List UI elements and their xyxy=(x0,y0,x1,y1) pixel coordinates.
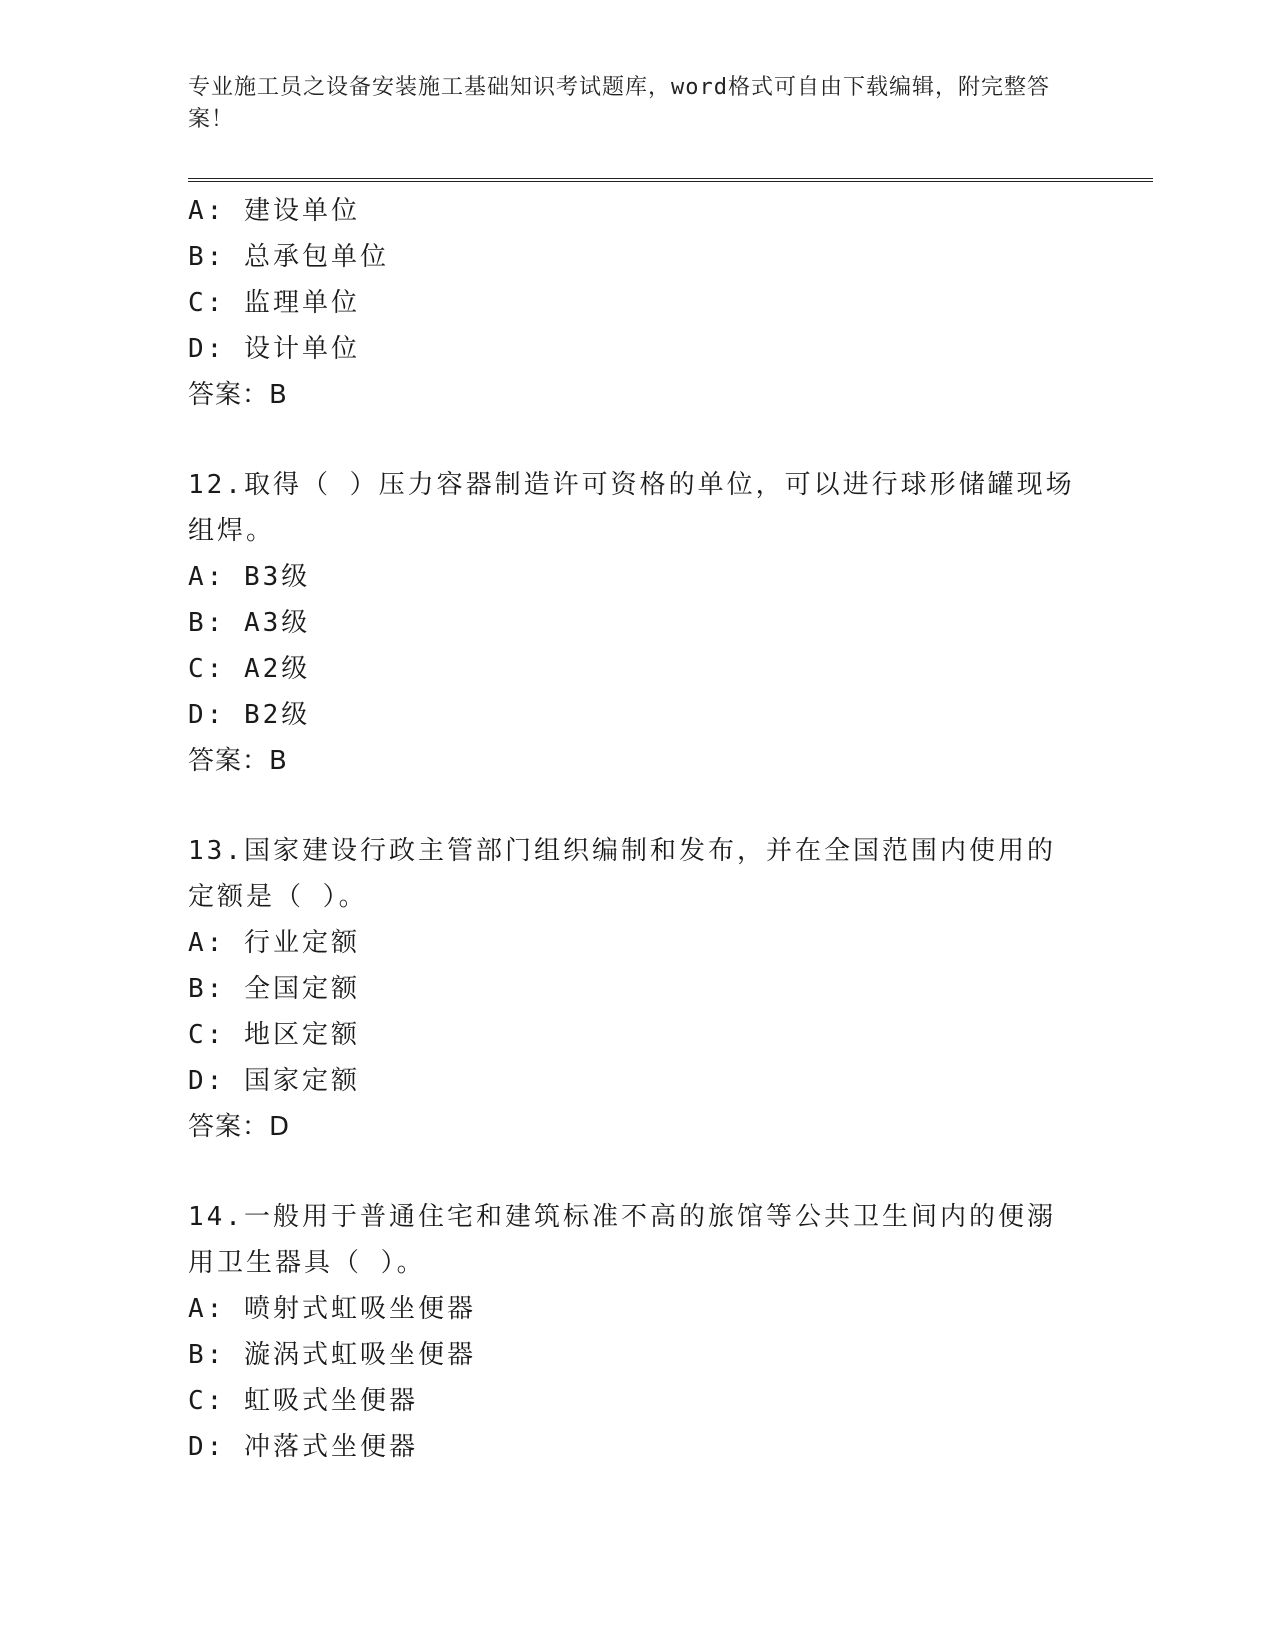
option-c: C: 监理单位 xyxy=(188,288,360,318)
question-stem: 14.一般用于普通住宅和建筑标准不高的旅馆等公共卫生间内的便溺用卫生器具（ ）。 xyxy=(188,1202,1056,1278)
option-c: C: A2级 xyxy=(188,654,311,684)
option-c: C: 地区定额 xyxy=(188,1020,360,1050)
option-b: B: 全国定额 xyxy=(188,974,360,1004)
option-c: C: 虹吸式坐便器 xyxy=(188,1386,418,1416)
option-b: B: A3级 xyxy=(188,608,311,638)
answer-line: 答案：D xyxy=(188,1112,291,1142)
option-d: D: 国家定额 xyxy=(188,1066,360,1096)
option-b: B: 总承包单位 xyxy=(188,242,389,272)
answer-line: 答案：B xyxy=(188,380,288,410)
document-header: 专业施工员之设备安装施工基础知识考试题库，word格式可自由下载编辑，附完整答案！ xyxy=(188,75,1050,132)
option-a: A: 行业定额 xyxy=(188,928,360,958)
question-stem: 13.国家建设行政主管部门组织编制和发布，并在全国范围内使用的定额是（ ）。 xyxy=(188,836,1056,912)
option-a: A: 建设单位 xyxy=(188,196,360,226)
spacer xyxy=(188,1150,1088,1194)
option-a: A: 喷射式虹吸坐便器 xyxy=(188,1294,476,1324)
question-stem: 12.取得（ ）压力容器制造许可资格的单位，可以进行球形储罐现场组焊。 xyxy=(188,470,1075,546)
question-13-block xyxy=(188,828,1088,1150)
option-a: A: B3级 xyxy=(188,562,311,592)
question-11-block xyxy=(188,188,1088,418)
answer-line: 答案：B xyxy=(188,746,288,776)
option-d: D: 冲落式坐便器 xyxy=(188,1432,418,1462)
option-d: D: 设计单位 xyxy=(188,334,360,364)
spacer xyxy=(188,784,1088,828)
header-divider xyxy=(188,178,1153,182)
question-12-block xyxy=(188,462,1088,784)
question-list xyxy=(188,188,1088,1470)
option-b: B: 漩涡式虹吸坐便器 xyxy=(188,1340,476,1370)
spacer xyxy=(188,418,1088,462)
question-14-block xyxy=(188,1194,1088,1470)
option-d: D: B2级 xyxy=(188,700,311,730)
